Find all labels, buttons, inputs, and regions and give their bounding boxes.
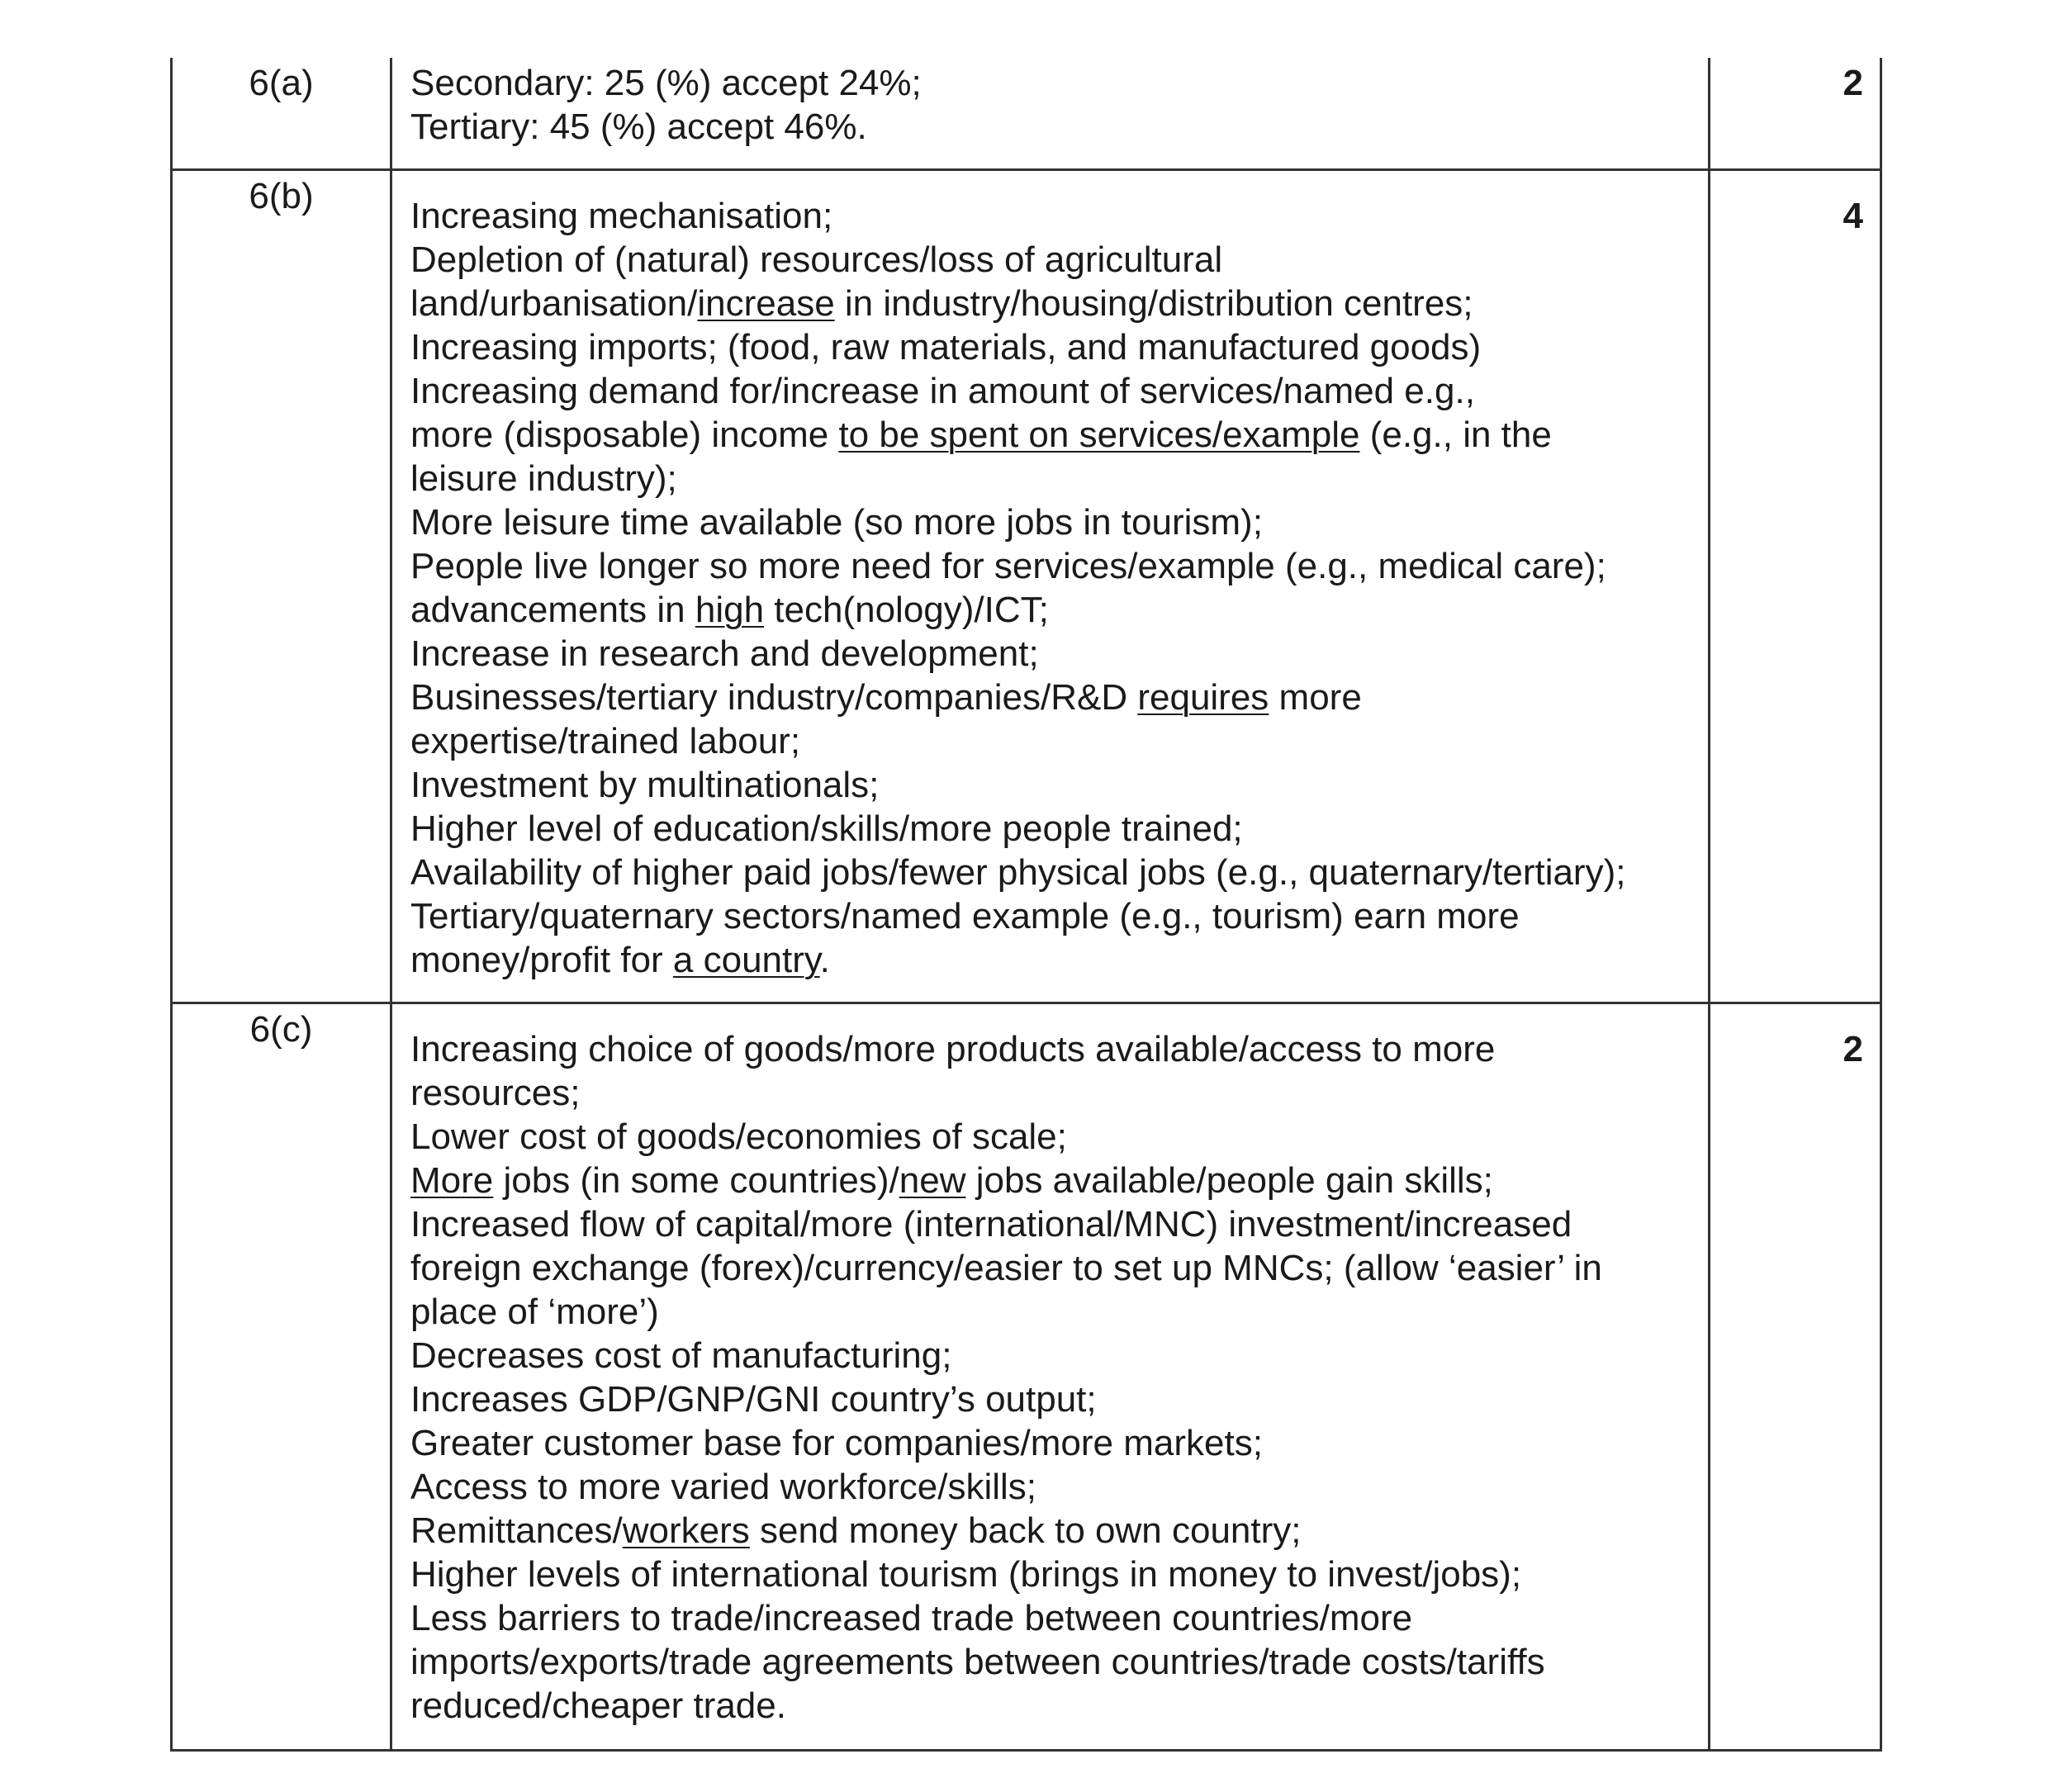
question-number-cell	[172, 58, 391, 170]
answer-line	[410, 1377, 1693, 1421]
marks-cell	[1710, 1003, 1881, 1751]
answer-text-segment: place of ‘more’)	[410, 1292, 659, 1332]
marks-cell	[1710, 58, 1881, 170]
answer-text-segment: expertise/trained labour;	[410, 721, 801, 761]
question-number: 6(a)	[249, 63, 314, 103]
answer-text-segment: resources;	[410, 1073, 581, 1113]
answer-line	[410, 1071, 1693, 1115]
answer-text-segment: Increased flow of capital/more (international/MNC) investment/increased	[410, 1204, 1572, 1244]
marks-value: 2	[1843, 63, 1863, 103]
answer-text-segment: in industry/housing/distribution centres;	[834, 283, 1473, 324]
question-number-cell	[172, 170, 391, 1003]
answer-text-segment: Secondary: 25 (%) accept 24%;	[410, 63, 922, 103]
answer-text-segment: jobs (in some countries)/	[493, 1160, 899, 1201]
answer-line	[410, 194, 1693, 238]
answer-line	[410, 238, 1693, 282]
answer-text-segment: imports/exports/trade agreements between countries/trade costs/tariffs	[410, 1642, 1545, 1682]
answer-text-segment: Availability of higher paid jobs/fewer physical jobs (e.g., quaternary/tertiary);	[410, 852, 1626, 893]
answer-text	[410, 1027, 1693, 1728]
answer-line	[410, 1159, 1693, 1202]
answer-line	[410, 1290, 1693, 1334]
answer-text-segment: Investment by multinationals;	[410, 765, 880, 805]
answer-text-segment: Tertiary/quaternary sectors/named example (e.g., tourism) earn more	[410, 896, 1520, 936]
answer-text-segment: money/profit for	[410, 940, 673, 980]
answer-line	[410, 544, 1693, 588]
answer-text-segment: Decreases cost of manufacturing;	[410, 1335, 952, 1376]
underlined-text: a country	[672, 940, 820, 980]
answer-line	[410, 719, 1693, 763]
answer-line	[410, 61, 1693, 105]
answer-text-segment: land/urbanisation/	[410, 283, 698, 324]
answer-line	[410, 851, 1693, 894]
answer-line	[410, 1202, 1693, 1246]
answer-text-segment: Increases GDP/GNP/GNI country’s output;	[410, 1379, 1097, 1420]
answer-line	[410, 1115, 1693, 1159]
answer-text-segment: People live longer so more need for services/example (e.g., medical care);	[410, 546, 1606, 586]
underlined-text: to be spent on services/example	[838, 415, 1360, 455]
marks-cell	[1710, 170, 1881, 1003]
answer-text-segment: Tertiary: 45 (%) accept 46%.	[410, 107, 867, 147]
answer-text-segment: Businesses/tertiary industry/companies/R&D	[410, 677, 1138, 718]
answer-text	[410, 61, 1693, 149]
answer-cell	[391, 1003, 1710, 1751]
answer-text-segment: Higher levels of international tourism (brings in money to invest/jobs);	[410, 1554, 1522, 1595]
underlined-text: requires	[1137, 677, 1269, 718]
answer-line	[410, 369, 1693, 413]
answer-text-segment: jobs available/people gain skills;	[965, 1160, 1493, 1201]
answer-text-segment: more	[1269, 677, 1362, 718]
table-row-6b	[172, 170, 1881, 1003]
answer-line	[410, 457, 1693, 500]
answer-text-segment: (e.g., in the	[1359, 415, 1552, 455]
answer-line	[410, 763, 1693, 807]
answer-line	[410, 325, 1693, 369]
answer-line	[410, 1334, 1693, 1377]
answer-line	[410, 500, 1693, 544]
answer-text-segment: .	[819, 940, 830, 980]
answer-line	[410, 1465, 1693, 1509]
question-number: 6(b)	[249, 176, 314, 216]
answer-text-segment: Greater customer base for companies/more markets;	[410, 1423, 1263, 1463]
answer-line	[410, 413, 1693, 457]
answer-line	[410, 282, 1693, 325]
answer-text-segment: Lower cost of goods/economies of scale;	[410, 1116, 1067, 1157]
table-row-6c	[172, 1003, 1881, 1751]
answer-line	[410, 1509, 1693, 1553]
answer-text-segment: Increasing imports; (food, raw materials, and manufactured goods)	[410, 327, 1482, 367]
answer-text-segment: tech(nology)/ICT;	[764, 590, 1049, 630]
answer-text-segment: More leisure time available (so more jobs in tourism);	[410, 502, 1263, 543]
answer-text-segment: foreign exchange (forex)/currency/easier to set up MNCs; (allow ‘easier’ in	[410, 1248, 1602, 1288]
answer-line	[410, 938, 1693, 982]
answer-text-segment: reduced/cheaper trade.	[410, 1685, 786, 1726]
question-number-cell	[172, 1003, 391, 1751]
underlined-text: increase	[697, 283, 835, 324]
answer-line	[410, 632, 1693, 676]
answer-text-segment: send money back to own country;	[749, 1510, 1302, 1551]
answer-text-segment: Increase in research and development;	[410, 633, 1039, 674]
answer-text-segment: Increasing choice of goods/more products available/access to more	[410, 1029, 1496, 1069]
answer-text-segment: Less barriers to trade/increased trade between countries/more	[410, 1598, 1413, 1638]
answer-line	[410, 1027, 1693, 1071]
answer-text-segment: Remittances/	[410, 1510, 623, 1551]
answer-line	[410, 807, 1693, 851]
mark-scheme-table	[170, 58, 1882, 1752]
answer-line	[410, 1640, 1693, 1684]
answer-line	[410, 1246, 1693, 1290]
underlined-text: workers	[622, 1510, 750, 1551]
answer-text-segment: Higher level of education/skills/more people trained;	[410, 808, 1243, 849]
answer-text-segment: Access to more varied workforce/skills;	[410, 1467, 1036, 1507]
answer-line	[410, 894, 1693, 938]
answer-line	[410, 588, 1693, 632]
answer-text-segment: Depletion of (natural) resources/loss of agricultural	[410, 239, 1223, 280]
answer-line	[410, 1684, 1693, 1728]
answer-cell	[391, 170, 1710, 1003]
answer-text	[410, 194, 1693, 982]
underlined-text: high	[695, 590, 765, 630]
underlined-text: new	[899, 1160, 966, 1201]
answer-line	[410, 1553, 1693, 1596]
answer-line	[410, 105, 1693, 149]
answer-cell	[391, 58, 1710, 170]
marks-value: 4	[1843, 196, 1863, 236]
answer-line	[410, 676, 1693, 719]
table-row-6a	[172, 58, 1881, 170]
answer-text-segment: Increasing mechanisation;	[410, 196, 833, 236]
answer-text-segment: advancements in	[410, 590, 695, 630]
answer-text-segment: more (disposable) income	[410, 415, 839, 455]
underlined-text: More	[410, 1160, 494, 1201]
marks-value: 2	[1843, 1029, 1863, 1069]
answer-line	[410, 1421, 1693, 1465]
answer-line	[410, 1596, 1693, 1640]
answer-text-segment: leisure industry);	[410, 458, 677, 499]
answer-text-segment: Increasing demand for/increase in amount of services/named e.g.,	[410, 371, 1475, 411]
question-number: 6(c)	[249, 1009, 313, 1050]
